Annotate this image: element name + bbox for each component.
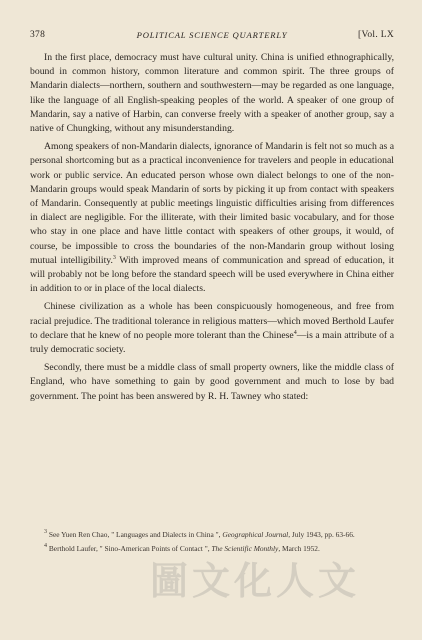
- footnote-mark-3: 3: [44, 529, 47, 535]
- journal-title: Geographical Journal: [222, 530, 289, 539]
- footnote-4: [30, 543, 394, 554]
- body-text: [30, 51, 394, 404]
- footnote-text: , March 1952.: [278, 544, 320, 553]
- footnote-text: See Yuen Ren Chao, " Languages and Dialects in China ",: [48, 530, 223, 539]
- footnote-ref-4[interactable]: 4: [293, 329, 297, 336]
- paragraph-cultural-unity: In the first place, democracy must have cultural unity. China is unified ethnographically, bound in common history, common literature and common spirit. The three groups of Mandarin dialects—northern, southern and southwestern—may be regarded as one language, like the language of all English-speaking peoples of the world. A speaker of one group of Mandarin, say a native of Harbin, can converse freely with a speaker of another group, say a native of Chungking, without any misunderstanding.: [30, 52, 394, 135]
- journal-title: The Scientific Monthly: [211, 544, 279, 553]
- footnotes: [30, 529, 394, 557]
- paragraph-middle-class: Secondly, there must be a middle class of small property owners, like the middle class of England, who have something to gain by good government and much to lose by bad government. The point has been answered by R. H. Tawney who stated:: [30, 362, 394, 402]
- paragraph-non-mandarin-dialects: [30, 140, 394, 296]
- paragraph-civilization: [30, 300, 394, 357]
- footnote-3: [30, 529, 394, 540]
- volume-label: [Vol. LX: [357, 30, 394, 40]
- paragraph-text: —is a main attribute of a truly democratic society.: [30, 329, 395, 356]
- paragraph-text: With improved means of communication and spread of education, it will probably not be long before the standard speech will be used everywhere in China either in addition to or in place of the local dialects.: [30, 254, 394, 295]
- footnote-ref-3[interactable]: 3: [112, 254, 116, 261]
- footnote-mark-4: 4: [44, 543, 47, 549]
- footnote-text: , July 1943, pp. 63-66.: [288, 530, 355, 539]
- footnote-text: Berthold Laufer, " Sino-American Points of Contact ",: [48, 544, 212, 553]
- running-title: POLITICAL SCIENCE QUARTERLY: [136, 30, 288, 40]
- page-number: 378: [30, 30, 46, 40]
- paragraph-text: Chinese civilization as a whole has been conspicuously homogeneous, and free from racial prejudice. The traditional tolerance in religious matters—which moved Berthold Laufer to declare that he knew of no people more tolerant than the Chinese: [30, 301, 394, 341]
- library-watermark: 圖文化人文: [150, 559, 361, 603]
- running-header: [30, 30, 394, 44]
- paragraph-text: Among speakers of non-Mandarin dialects, ignorance of Mandarin is felt not so much as a personal shortcoming but as a practical inconvenience for travelers and people in educational work or public service. An educated person whose own dialect belongs to one of the non-Mandarin groups would speak Mandarin of sorts by picking it up from contact with speakers of Mandarin. Consequently at public meetings linguistic difficulties arising from differences in dialect are negligible. For the illiterate, with their limited basic vocabulary, and for those who stay in one place and have little contact with speakers of other groups, it would, of course, be impossible to cross the boundaries of the non-Mandarin group without losing mutual intelligibility.: [30, 141, 394, 266]
